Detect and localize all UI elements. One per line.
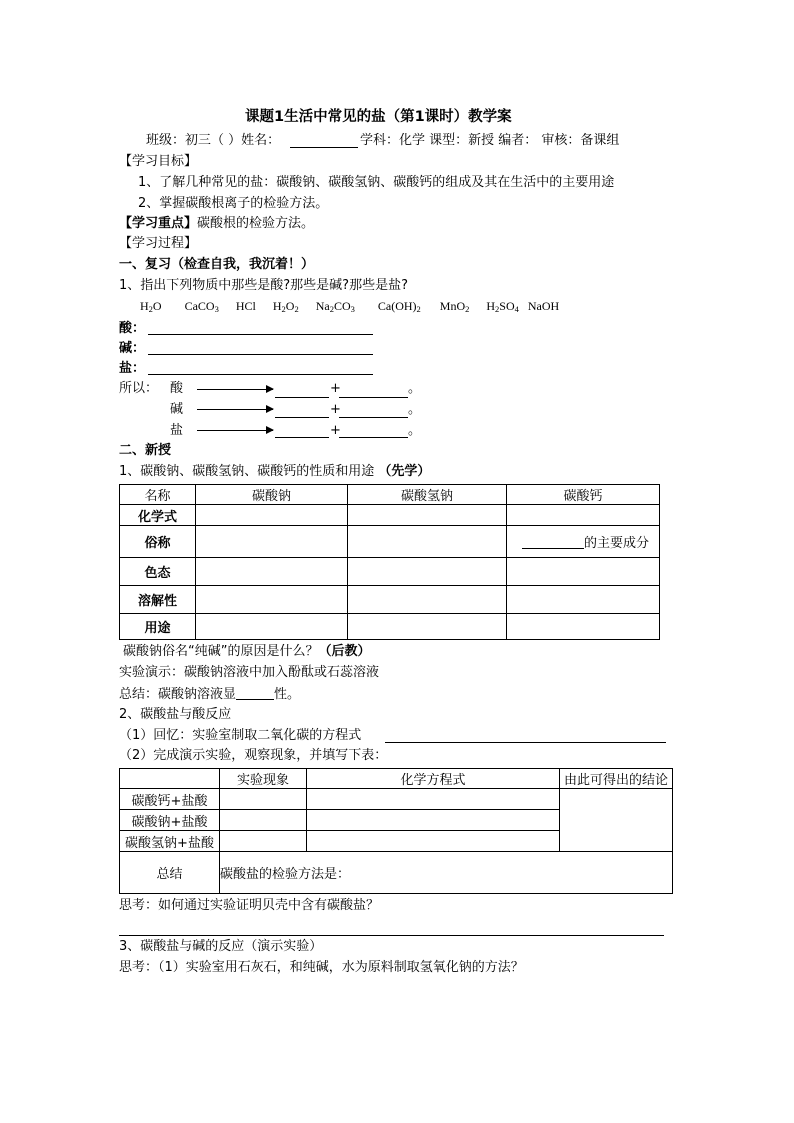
class-name-label: 班级：初三（ ）姓名： xyxy=(146,133,281,148)
period: 。 xyxy=(408,381,422,396)
process-heading: 【学习过程】 xyxy=(119,236,198,251)
complete-instruction: （2）完成演示实验，观察现象，并填写下表： xyxy=(119,748,388,763)
row-label: 碳酸钠+盐酸 xyxy=(120,810,220,831)
reaction-table xyxy=(119,768,673,894)
main-component-text: 的主要成分 xyxy=(584,536,650,551)
focus-label: 【学习重点】 xyxy=(119,216,198,231)
summary-text: 总结：碳酸钠溶液显 性。 xyxy=(119,687,301,702)
focus-line xyxy=(119,217,314,232)
period: 。 xyxy=(408,402,422,417)
formula-caoh2: $Ca(OH)_2$ xyxy=(377,299,421,314)
focus-text: 碳酸根的检验方法。 xyxy=(197,216,315,231)
table-cell[interactable] xyxy=(196,526,348,558)
formula-na2co3: $Na_2CO_3$ xyxy=(315,299,355,314)
table-cell[interactable] xyxy=(307,831,560,852)
table-cell[interactable] xyxy=(307,810,560,831)
table-cell[interactable] xyxy=(348,505,507,526)
row-label: 碳酸钙+盐酸 xyxy=(120,789,220,810)
co2-equation-line[interactable] xyxy=(385,742,666,743)
table-header: 碳酸钙 xyxy=(507,485,660,505)
name-blank[interactable] xyxy=(290,147,358,148)
plus-sign: + xyxy=(330,402,341,417)
arrow-right-icon xyxy=(197,389,273,390)
formula-naoh: NaOH xyxy=(527,299,560,313)
think-question-2: 思考：（1）实验室用石灰石，和纯碱，水为原料制取氢氧化钠的方法？ xyxy=(119,960,524,975)
table-cell[interactable] xyxy=(196,614,348,640)
period: 。 xyxy=(408,423,422,438)
acid-product-1-blank[interactable] xyxy=(275,397,329,398)
page-title: 课题1生活中常见的盐（第1课时）教学案 xyxy=(245,109,512,125)
main-component-blank[interactable] xyxy=(522,536,584,549)
base-product-2-blank[interactable] xyxy=(339,417,408,418)
row-label: 色态 xyxy=(120,558,196,586)
section-2-title: 2、碳酸盐与酸反应 xyxy=(119,707,232,722)
section-3-title: 3、碳酸盐与碱的反应（演示实验） xyxy=(119,939,323,954)
table-corner xyxy=(120,769,220,789)
row-label: 溶解性 xyxy=(120,586,196,614)
acid-label: 酸： xyxy=(119,321,146,336)
table-cell[interactable] xyxy=(307,789,560,810)
section-1-title: 1、碳酸钠、碳酸氢钠、碳酸钙的性质和用途 （先学） xyxy=(119,464,431,479)
goal-item-1: 1、了解几种常见的盐：碳酸钠、碳酸氢钠、碳酸钙的组成及其在生活中的主要用途 xyxy=(138,175,615,190)
so-label: 所以： xyxy=(119,381,159,396)
formula-h2o2: $H_2O_2$ xyxy=(272,299,299,314)
so-salt-label: 盐 xyxy=(170,423,184,438)
review-heading: 一、复习（检查自我，我沉着！） xyxy=(119,257,315,272)
acid-product-2-blank[interactable] xyxy=(339,397,408,398)
table-cell[interactable] xyxy=(196,558,348,586)
base-answer-line[interactable] xyxy=(148,354,373,355)
table-cell[interactable] xyxy=(196,505,348,526)
soda-question: 碳酸钠俗名“纯碱”的原因是什么？（后教） xyxy=(123,644,371,659)
acid-answer-line[interactable] xyxy=(148,334,373,335)
formula-caco3: CaCO$_3$ xyxy=(184,299,219,314)
salt-product-2-blank[interactable] xyxy=(339,437,408,438)
plus-sign: + xyxy=(330,423,341,438)
conclusion-cell[interactable] xyxy=(560,789,673,852)
table-header: 名称 xyxy=(120,485,196,505)
table-cell[interactable] xyxy=(348,586,507,614)
table-header: 实验现象 xyxy=(220,769,307,789)
goal-item-2: 2、掌握碳酸根离子的检验方法。 xyxy=(138,196,329,211)
section-1-tag: （先学） xyxy=(378,464,431,479)
properties-table xyxy=(119,484,660,640)
row-label: 化学式 xyxy=(120,505,196,526)
salt-answer-line[interactable] xyxy=(148,374,373,375)
arrow-right-icon xyxy=(197,409,273,410)
table-header: 化学方程式 xyxy=(307,769,560,789)
table-header: 碳酸氢钠 xyxy=(348,485,507,505)
table-cell[interactable] xyxy=(348,558,507,586)
demo-text: 实验演示：碳酸钠溶液中加入酚酞或石蕊溶液 xyxy=(119,665,380,680)
table-cell[interactable] xyxy=(220,810,307,831)
table-cell[interactable] xyxy=(348,614,507,640)
table-cell[interactable] xyxy=(220,831,307,852)
recall-text: （1）回忆：实验室制取二氧化碳的方程式 xyxy=(119,728,362,743)
so-acid-label: 酸 xyxy=(170,381,184,396)
row-label: 俗称 xyxy=(120,526,196,558)
table-header: 碳酸钠 xyxy=(196,485,348,505)
row-label: 用途 xyxy=(120,614,196,640)
review-question: 1、指出下列物质中那些是酸?那些是碱?那些是盐? xyxy=(119,278,408,293)
table-cell[interactable] xyxy=(196,586,348,614)
formula-hcl: HCl xyxy=(235,299,256,313)
summary-cell[interactable]: 碳酸盐的检验方法是： xyxy=(220,852,673,894)
row-label: 总结 xyxy=(120,852,220,894)
table-cell[interactable] xyxy=(220,789,307,810)
new-heading: 二、新授 xyxy=(119,443,172,458)
salt-label: 盐： xyxy=(119,361,146,376)
formula-h2o: $H_2O$ xyxy=(140,299,162,314)
table-cell[interactable] xyxy=(348,526,507,558)
base-product-1-blank[interactable] xyxy=(275,417,329,418)
table-header: 由此可得出的结论 xyxy=(560,769,673,789)
solution-property-blank[interactable] xyxy=(236,687,274,700)
table-cell[interactable] xyxy=(507,558,660,586)
base-label: 碱： xyxy=(119,341,146,356)
plus-sign: + xyxy=(330,381,341,396)
table-cell[interactable] xyxy=(507,505,660,526)
formula-list xyxy=(140,300,559,315)
formula-mno2: MnO$_2$ xyxy=(439,299,470,314)
think-answer-line[interactable] xyxy=(119,935,664,936)
so-base-label: 碱 xyxy=(170,402,184,417)
table-cell[interactable] xyxy=(507,614,660,640)
row-label: 碳酸氢钠+盐酸 xyxy=(120,831,220,852)
formula-h2so4: $H_2SO_4$ xyxy=(486,299,519,314)
table-cell[interactable] xyxy=(507,526,660,558)
table-cell[interactable] xyxy=(507,586,660,614)
arrow-right-icon xyxy=(197,430,273,431)
soda-question-tag: （后教） xyxy=(318,644,371,659)
salt-product-1-blank[interactable] xyxy=(275,437,329,438)
think-question-1: 思考：如何通过实验证明贝壳中含有碳酸盐？ xyxy=(119,898,380,913)
goals-heading: 【学习目标】 xyxy=(119,154,198,169)
subject-info: 学科：化学 课型：新授 编者： 审核：备课组 xyxy=(360,133,620,148)
